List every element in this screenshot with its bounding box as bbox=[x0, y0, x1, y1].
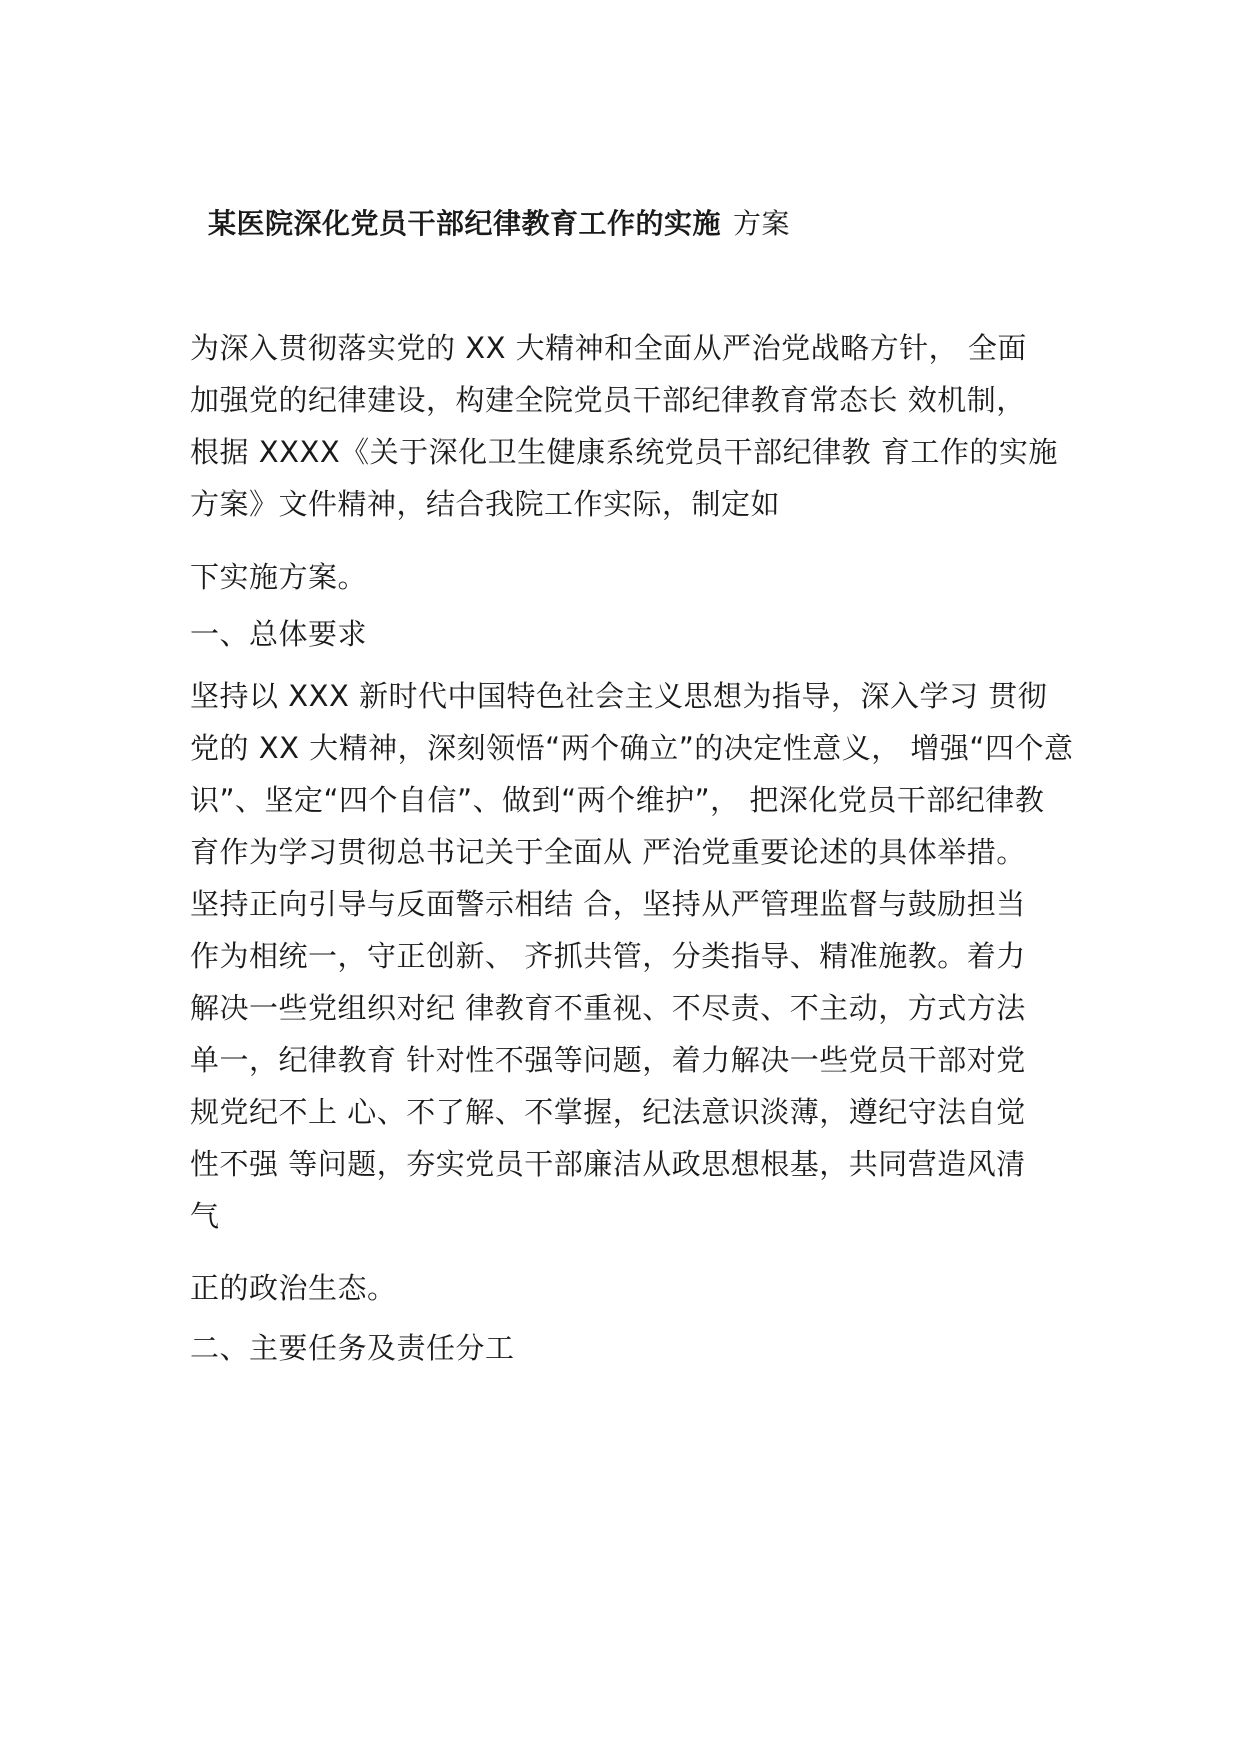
section-heading: 二、主要任务及责任分工 bbox=[190, 1331, 515, 1365]
body-line: 性不强 等问题，夯实党员干部廉洁从政思想根基，共同营造风清 bbox=[190, 1147, 1026, 1181]
body-line: 正的政治生态。 bbox=[190, 1271, 397, 1305]
body-line: 规党纪不上 心、不了解、不掌握，纪法意识淡薄，遵纪守法自觉 bbox=[190, 1095, 1026, 1129]
body-line: 作为相统一，守正创新、 齐抓共管，分类指导、精准施教。着力 bbox=[190, 939, 1026, 973]
body-line: 育作为学习贯彻总书记关于全面从 严治党重要论述的具体举措。 bbox=[190, 835, 1026, 869]
body-line: 下实施方案。 bbox=[190, 560, 368, 594]
body-line: 坚持正向引导与反面警示相结 合，坚持从严管理监督与鼓励担当 bbox=[190, 887, 1026, 921]
body-line: 识”、坚定“四个自信”、做到“两个维护”， 把深化党员干部纪律教 bbox=[190, 783, 1045, 817]
body-line: 单一，纪律教育 针对性不强等问题，着力解决一些党员干部对党 bbox=[190, 1043, 1026, 1077]
title-suffix: 方案 bbox=[733, 207, 791, 240]
body-line: 方案》文件精神，结合我院工作实际，制定如 bbox=[190, 487, 781, 521]
body-line: 为深入贯彻落实党的 XX 大精神和全面从严治党战略方针， 全面 bbox=[190, 331, 1027, 365]
document-title bbox=[208, 200, 790, 248]
body-line: 解决一些党组织对纪 律教育不重视、不尽责、不主动，方式方法 bbox=[190, 991, 1026, 1025]
body-line: 坚持以 XXX 新时代中国特色社会主义思想为指导，深入学习 贯彻 bbox=[190, 679, 1048, 713]
body-line: 党的 XX 大精神，深刻领悟“两个确立”的决定性意义， 增强“四个意 bbox=[190, 731, 1074, 765]
section-heading: 一、总体要求 bbox=[190, 617, 368, 651]
title-main: 某医院深化党员干部纪律教育工作的实施 bbox=[208, 207, 722, 240]
body-line: 根据 XXXX《关于深化卫生健康系统党员干部纪律教 育工作的实施 bbox=[190, 435, 1058, 469]
body-line: 气 bbox=[190, 1199, 220, 1233]
body-line: 加强党的纪律建设，构建全院党员干部纪律教育常态长 效机制， bbox=[190, 383, 1026, 417]
